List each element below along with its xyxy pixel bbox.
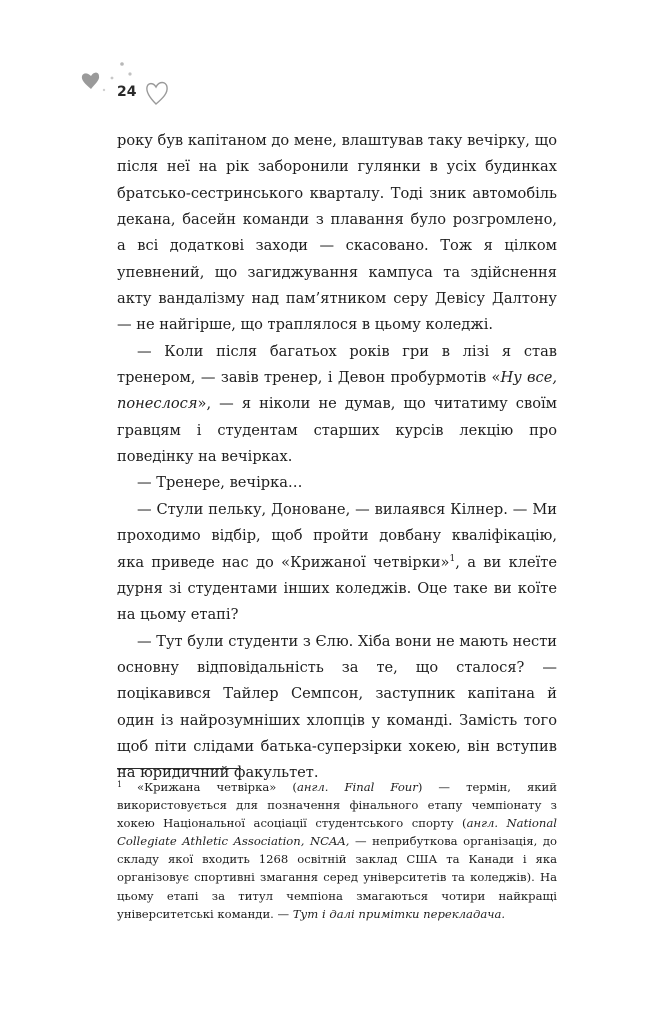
footnote-text-1: «Крижана четвірка» ( xyxy=(137,780,297,794)
page-number: 24 xyxy=(117,84,137,100)
footnote-text-2: ) — термін, який використовується для позначення фінального етапу чемпіонату з хокею Національної асоціації студентського спорту ( xyxy=(117,780,557,831)
footnote-italic-2: англ. National Collegiate Athletic Association, NCAA, xyxy=(117,816,558,849)
paragraph-2-text-b: », — я ніколи не думав, що читатиму своїм гравцям і студентам старших курсів лекцію про поведінку на вечірках. xyxy=(117,395,557,466)
heart-outline-icon xyxy=(147,83,167,105)
paragraph-2-italic: Ну все, понеслося xyxy=(117,369,558,413)
paragraph-1: року був капітаном до мене, влаштував таку вечірку, що після неї на рік заборонили гулянки в усіх будинках братсько-сестринського кварталу. Тоді зник автомобіль декана, басейн команди з плавання було розгромлено, а всі додаткові заходи — скасовано. Тож я цілком упевнений, що загиджування кампуса та здійснення акту вандалізму над пам’ятником серу Девісу Далтону — не найгірше, що траплялося в цьому коледжі. xyxy=(117,132,557,334)
footnote-reference[interactable]: 1 xyxy=(449,553,456,564)
footnote-italic-1: англ. Final Four xyxy=(296,780,418,794)
footnote xyxy=(117,778,557,923)
body-text xyxy=(117,128,557,787)
paragraph-3: — Тренере, вечірка… xyxy=(137,474,303,492)
paragraph-2 xyxy=(117,339,557,471)
paragraph-4 xyxy=(117,497,557,629)
paragraph-5: — Тут були студенти з Єлю. Хіба вони не мають нести основну відповідальність за те, що сталося? — поцікавився Тайлер Семпсон, заступник капітана й один із найрозумніших хлопців у команді. Замість того щоб піти слідами батька-суперзірки хокею, він вступив на юридичний факультет. xyxy=(117,632,557,782)
footnote-italic-3: Тут і далі примітки перекладача. xyxy=(292,906,506,921)
heart-filled-icon xyxy=(82,73,99,89)
footnote-text-3: — неприбуткова організація, до складу якої входить 1268 освітній заклад США та Канади і яка організовує спортивні змагання серед університетів та коледжів). На цьому етапі за титул чемпіона змагаються чотири найкращі університетські команди. — xyxy=(117,834,557,921)
paragraph-4-text-a: — Стули пельку, Доноване, — вилаявся Кілнер. — Ми проходимо відбір, щоб пройти довбану кваліфікацію, яка приведе нас до «Крижаної четвірки» xyxy=(117,500,557,571)
paragraph-4-text-b: , а ви клеїте дурня зі студентами інших коледжів. Оце таке ви коїте на цьому етапі? xyxy=(117,553,557,624)
footnote-marker: 1 xyxy=(117,780,123,789)
footnote-text xyxy=(117,778,557,923)
footnote-divider xyxy=(117,768,241,769)
paragraph-2-text-a: — Коли після багатьох років гри в лізі я став тренером, — завів тренер, і Девон пробурмотів « xyxy=(117,342,557,387)
